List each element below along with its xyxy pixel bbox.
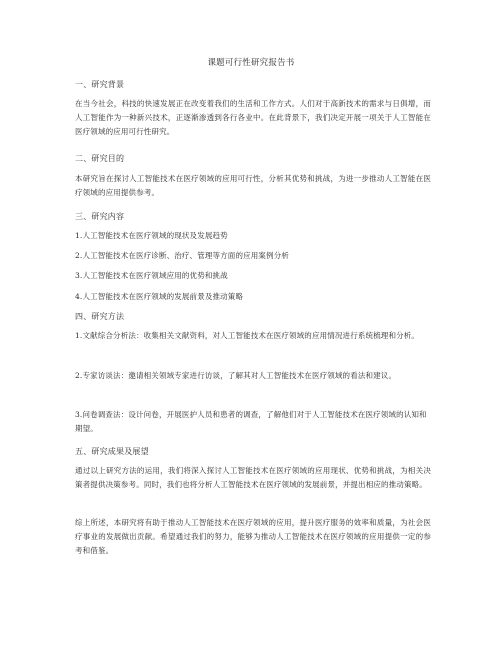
section-heading-results: 五、研究成果及展望 — [75, 447, 149, 456]
section-paragraph-background: 在当今社会，科技的快速发展正在改变着我们的生活和工作方式。人们对于高新技术的需求与日俱增，而人工智能作为一种新兴技术，正逐渐渗透到各行各业中。在此背景下，我们决定开展一项关于人工智能在医疗领域的应用可行性研究。 — [75, 99, 431, 136]
list-item: 2.专家访谈法：邀请相关领域专家进行访谈，了解其对人工智能技术在医疗领域的看法和建议。 — [75, 371, 397, 380]
list-item: 2.人工智能技术在医疗诊断、治疗、管理等方面的应用案例分析 — [75, 251, 290, 260]
section-paragraph-purpose: 本研究旨在探讨人工智能技术在医疗领域的应用可行性，分析其优势和挑战，为进一步推动人工智能在医疗领域的应用提供参考。 — [75, 174, 431, 197]
list-item: 1.人工智能技术在医疗领域的现状及发展趋势 — [75, 231, 228, 240]
list-item: 3.问卷调查法：设计问卷，开展医护人员和患者的调查，了解他们对于人工智能技术在医疗领域的认知和期望。 — [75, 410, 427, 433]
document-title: 课题可行性研究报告书 — [207, 58, 295, 68]
section-paragraph-conclusion: 综上所述，本研究将有助于推动人工智能技术在医疗领域的应用，提升医疗服务的效率和质量，为社会医疗事业的发展做出贡献。希望通过我们的努力，能够为推动人工智能技术在医疗领域的应用提供一定的参考和借鉴。 — [75, 518, 431, 555]
section-heading-background: 一、研究背景 — [75, 80, 125, 89]
list-item: 4.人工智能技术在医疗领域的发展前景及推动策略 — [75, 292, 244, 301]
section-heading-methods: 四、研究方法 — [75, 312, 125, 321]
section-paragraph-results: 通过以上研究方法的运用，我们将深入探讨人工智能技术在医疗领域的应用现状、优势和挑战，为相关决策者提供决策参考。同时，我们也将分析人工智能技术在医疗领域的发展前景，并提出相应的推动策略。 — [75, 466, 431, 489]
section-heading-content: 三、研究内容 — [75, 212, 125, 221]
list-item: 3.人工智能技术在医疗领域应用的优势和挑战 — [75, 271, 228, 280]
list-item: 1.文献综合分析法：收集相关文献资料，对人工智能技术在医疗领域的应用情况进行系统梳理和分析。 — [75, 331, 420, 340]
section-heading-purpose: 二、研究目的 — [75, 154, 125, 163]
